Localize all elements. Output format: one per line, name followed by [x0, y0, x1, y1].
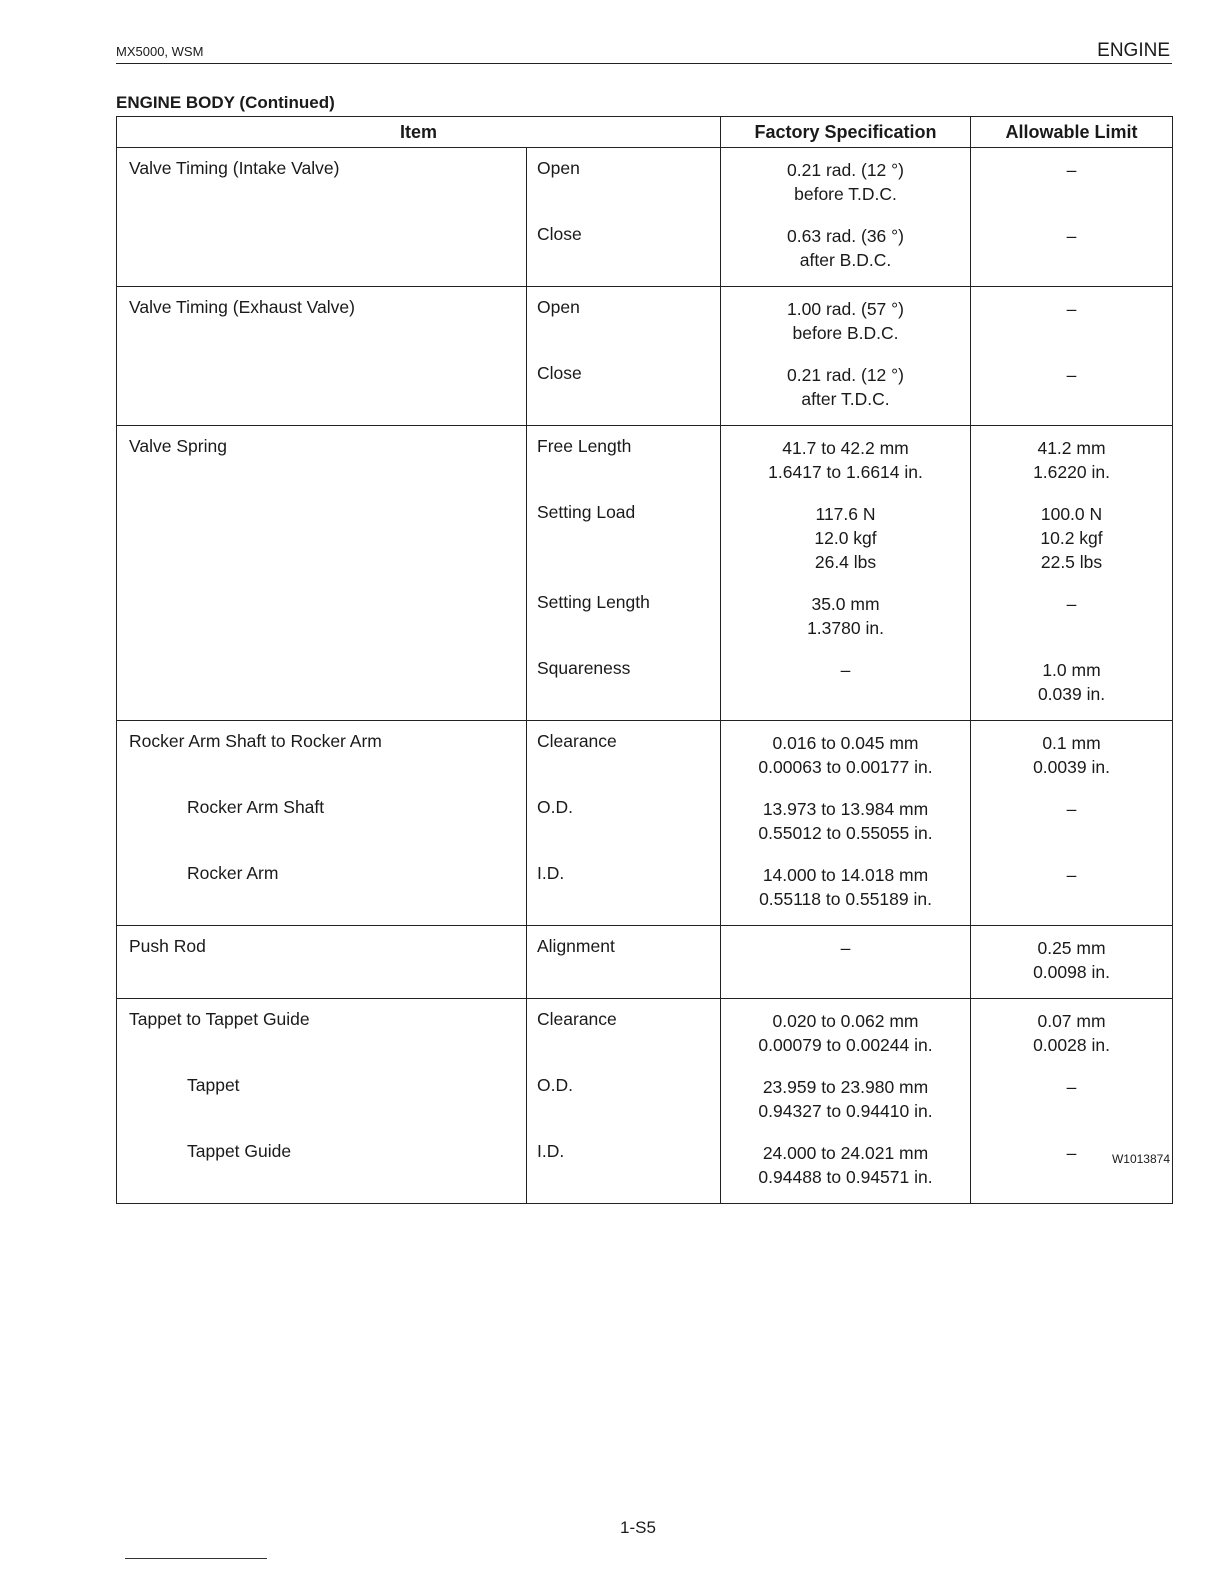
factory-spec-cell [721, 779, 971, 845]
factory-spec-line: 0.016 to 0.045 mm [772, 733, 919, 753]
factory-spec-line: 35.0 mm [811, 594, 880, 614]
factory-spec-line: 0.63 rad. (36 °) [787, 226, 904, 246]
item-name: Valve Spring [117, 426, 527, 485]
factory-spec-cell [721, 206, 971, 287]
factory-spec-line: 0.21 rad. (12 °) [787, 365, 904, 385]
table-row [117, 1123, 1173, 1204]
allowable-limit-line: – [1066, 299, 1077, 319]
item-name: Push Rod [117, 926, 527, 999]
factory-spec-cell [721, 287, 971, 346]
item-subpart: Rocker Arm [117, 845, 527, 926]
header-divider [116, 63, 1172, 64]
allowable-limit-cell [971, 640, 1173, 721]
allowable-limit-line: – [1066, 1077, 1077, 1097]
factory-spec-line: 0.94488 to 0.94571 in. [758, 1167, 933, 1187]
allowable-limit-line: 0.0028 in. [1033, 1035, 1110, 1055]
item-measurement: I.D. [527, 845, 721, 926]
table-row [117, 287, 1173, 346]
factory-spec-cell [721, 999, 971, 1058]
table-row [117, 574, 1173, 640]
allowable-limit-cell [971, 426, 1173, 485]
item-subpart: Tappet Guide [117, 1123, 527, 1204]
factory-spec-cell [721, 484, 971, 574]
table-row [117, 484, 1173, 574]
factory-spec-cell [721, 426, 971, 485]
allowable-limit-cell [971, 1057, 1173, 1123]
item-measurement: O.D. [527, 779, 721, 845]
table-row [117, 926, 1173, 999]
factory-spec-line: 0.94327 to 0.94410 in. [758, 1101, 933, 1121]
table-row [117, 640, 1173, 721]
item-measurement: I.D. [527, 1123, 721, 1204]
allowable-limit-line: 41.2 mm [1037, 438, 1106, 458]
allowable-limit-line: – [1066, 865, 1077, 885]
allowable-limit-cell [971, 206, 1173, 287]
allowable-limit-line: 22.5 lbs [1040, 552, 1103, 572]
factory-spec-line: 1.3780 in. [807, 618, 884, 638]
factory-spec-cell [721, 1057, 971, 1123]
factory-spec-cell [721, 1123, 971, 1204]
item-subpart: Rocker Arm Shaft [117, 779, 527, 845]
table-row [117, 779, 1173, 845]
item-blank [117, 574, 527, 640]
factory-spec-cell [721, 926, 971, 999]
allowable-limit-cell [971, 845, 1173, 926]
allowable-limit-line: 0.1 mm [1042, 733, 1101, 753]
allowable-limit-line: 1.6220 in. [1033, 462, 1110, 482]
factory-spec-line: – [840, 660, 851, 680]
header-manual-title: MX5000, WSM [116, 44, 204, 59]
item-measurement: Setting Length [527, 574, 721, 640]
header-section-name: ENGINE [1097, 40, 1170, 61]
allowable-limit-line: – [1066, 594, 1077, 614]
allowable-limit-line: 10.2 kgf [1040, 528, 1103, 548]
table-row [117, 721, 1173, 780]
column-header-spec: Factory Specification [721, 117, 971, 148]
factory-spec-cell [721, 721, 971, 780]
factory-spec-line: 0.00063 to 0.00177 in. [758, 757, 933, 777]
table-row [117, 1057, 1173, 1123]
allowable-limit-cell [971, 721, 1173, 780]
allowable-limit-cell [971, 287, 1173, 346]
item-name: Valve Timing (Exhaust Valve) [117, 287, 527, 346]
factory-spec-line: 26.4 lbs [814, 552, 877, 572]
spec-table-header-row [117, 117, 1173, 148]
factory-spec-line: 12.0 kgf [814, 528, 877, 548]
item-measurement: Open [527, 287, 721, 346]
factory-spec-line: after B.D.C. [799, 250, 892, 270]
allowable-limit-cell [971, 926, 1173, 999]
item-measurement: Squareness [527, 640, 721, 721]
table-row [117, 845, 1173, 926]
item-measurement: O.D. [527, 1057, 721, 1123]
table-row [117, 999, 1173, 1058]
item-measurement: Setting Load [527, 484, 721, 574]
column-header-item: Item [117, 117, 721, 148]
table-row [117, 426, 1173, 485]
factory-spec-line: 14.000 to 14.018 mm [762, 865, 929, 885]
factory-spec-cell [721, 845, 971, 926]
item-name: Tappet to Tappet Guide [117, 999, 527, 1058]
factory-spec-line: 0.55118 to 0.55189 in. [759, 889, 932, 909]
allowable-limit-line: – [1066, 226, 1077, 246]
allowable-limit-line: 0.0098 in. [1033, 962, 1110, 982]
factory-spec-line: 1.00 rad. (57 °) [787, 299, 904, 319]
item-measurement: Clearance [527, 721, 721, 780]
factory-spec-line: 0.020 to 0.062 mm [772, 1011, 919, 1031]
allowable-limit-line: – [1066, 799, 1077, 819]
factory-spec-line: 23.959 to 23.980 mm [762, 1077, 929, 1097]
item-name: Valve Timing (Intake Valve) [117, 148, 527, 207]
item-measurement: Clearance [527, 999, 721, 1058]
allowable-limit-line: – [1066, 1143, 1077, 1163]
allowable-limit-cell [971, 345, 1173, 426]
footnote-divider [125, 1558, 267, 1559]
allowable-limit-line: – [1066, 365, 1077, 385]
spec-table [116, 116, 1173, 1204]
item-subpart: Tappet [117, 1057, 527, 1123]
allowable-limit-line: 100.0 N [1040, 504, 1103, 524]
item-blank [117, 206, 527, 287]
allowable-limit-line: 1.0 mm [1042, 660, 1101, 680]
item-name: Rocker Arm Shaft to Rocker Arm [117, 721, 527, 780]
factory-spec-cell [721, 640, 971, 721]
factory-spec-line: before B.D.C. [792, 323, 899, 343]
factory-spec-line: 0.55012 to 0.55055 in. [758, 823, 933, 843]
allowable-limit-cell [971, 999, 1173, 1058]
allowable-limit-cell [971, 148, 1173, 207]
factory-spec-line: 41.7 to 42.2 mm [782, 438, 909, 458]
allowable-limit-line: 0.0039 in. [1033, 757, 1110, 777]
page-number: 1-S5 [620, 1518, 656, 1537]
factory-spec-cell [721, 574, 971, 640]
document-code: W1013874 [1111, 1152, 1170, 1166]
table-row [117, 206, 1173, 287]
factory-spec-line: before T.D.C. [794, 184, 897, 204]
factory-spec-line: 0.21 rad. (12 °) [787, 160, 904, 180]
factory-spec-line: 0.00079 to 0.00244 in. [758, 1035, 933, 1055]
allowable-limit-line: 0.25 mm [1037, 938, 1106, 958]
allowable-limit-cell [971, 484, 1173, 574]
factory-spec-line: – [840, 938, 851, 958]
factory-spec-line: 13.973 to 13.984 mm [762, 799, 929, 819]
item-blank [117, 484, 527, 574]
item-blank [117, 345, 527, 426]
allowable-limit-cell [971, 574, 1173, 640]
spec-table-body [117, 148, 1173, 1204]
table-row [117, 148, 1173, 207]
factory-spec-line: after T.D.C. [801, 389, 890, 409]
allowable-limit-line: 0.039 in. [1037, 684, 1106, 704]
allowable-limit-cell [971, 779, 1173, 845]
item-measurement: Close [527, 206, 721, 287]
item-blank [117, 640, 527, 721]
allowable-limit-line: 0.07 mm [1037, 1011, 1106, 1031]
table-row [117, 345, 1173, 426]
section-title: ENGINE BODY (Continued) [116, 93, 335, 112]
item-measurement: Free Length [527, 426, 721, 485]
factory-spec-line: 24.000 to 24.021 mm [762, 1143, 929, 1163]
item-measurement: Open [527, 148, 721, 207]
column-header-limit: Allowable Limit [971, 117, 1173, 148]
factory-spec-line: 1.6417 to 1.6614 in. [768, 462, 923, 482]
allowable-limit-line: – [1066, 160, 1077, 180]
factory-spec-line: 117.6 N [815, 504, 876, 524]
item-measurement: Close [527, 345, 721, 426]
factory-spec-cell [721, 148, 971, 207]
item-measurement: Alignment [527, 926, 721, 999]
factory-spec-cell [721, 345, 971, 426]
